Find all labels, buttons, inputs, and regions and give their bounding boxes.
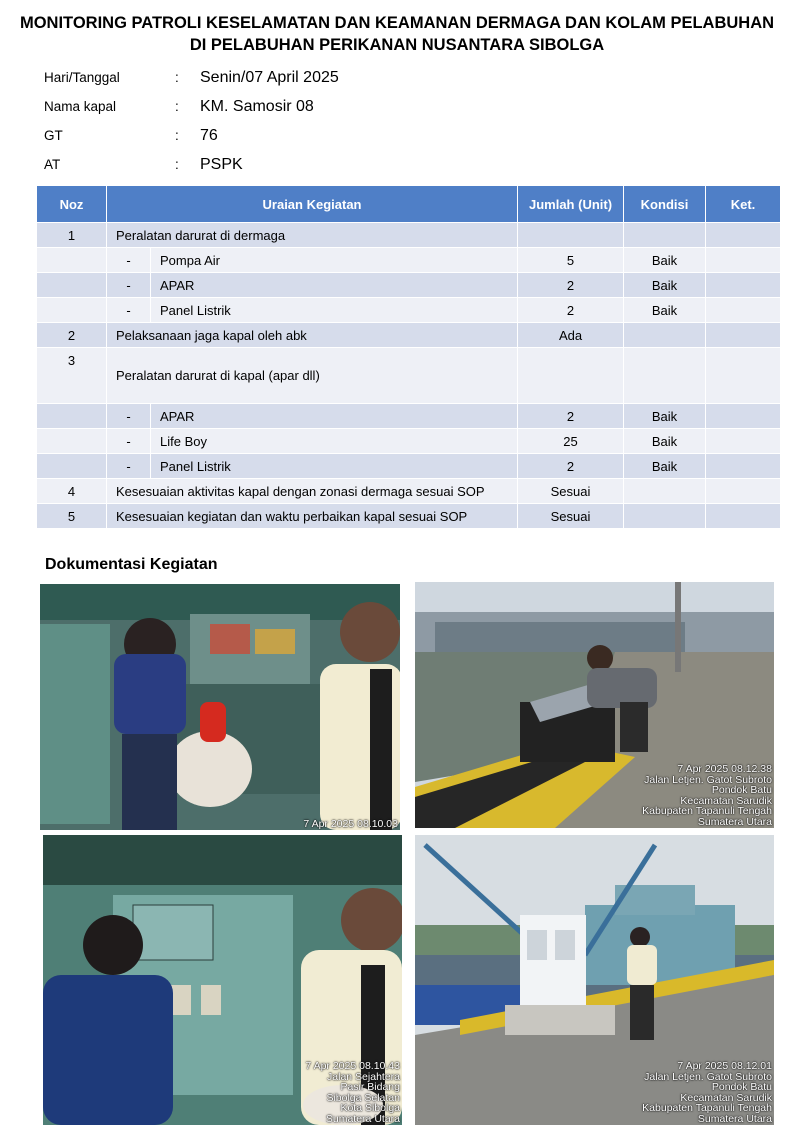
header-no: Noz	[37, 186, 107, 223]
activity-table	[36, 185, 781, 529]
photo-timestamp	[642, 1061, 772, 1124]
timestamp-line: Jalan Letjen. Gatot Subroto	[644, 773, 772, 786]
cell-jumlah	[518, 223, 624, 248]
photo-engine-room-illustration	[40, 584, 400, 830]
cell-dash: -	[107, 454, 151, 479]
table-row	[37, 429, 781, 454]
timestamp-line: Jalan Letjen. Gatot Subroto	[644, 1070, 772, 1083]
cell-kondisi: Baik	[624, 404, 706, 429]
info-label: AT	[44, 157, 61, 172]
timestamp-line: Sibolga Selatan	[326, 1091, 400, 1104]
cell-dash: -	[107, 273, 151, 298]
photo-dock-panel-inspection	[415, 582, 774, 828]
table-row	[37, 404, 781, 429]
timestamp-line: Jalan Sejahtera	[327, 1070, 400, 1083]
cell-uraian: Peralatan darurat di dermaga	[107, 223, 518, 248]
cell-ket	[706, 298, 781, 323]
cell-jumlah: Sesuai	[518, 479, 624, 504]
timestamp-line: Kabupaten Tapanuli Tengah	[642, 805, 772, 817]
photo-harbor-power-station	[415, 835, 774, 1125]
timestamp-line: 7 Apr 2025 08.12.01	[677, 1060, 772, 1072]
table-row	[37, 454, 781, 479]
cell-no	[37, 248, 107, 273]
info-value: 76	[200, 127, 218, 144]
cell-jumlah: 2	[518, 298, 624, 323]
cell-ket	[706, 429, 781, 454]
table-header-row	[37, 186, 781, 223]
cell-kondisi	[624, 479, 706, 504]
cell-no	[37, 454, 107, 479]
title-line-1: MONITORING PATROLI KESELAMATAN DAN KEAMANAN DERMAGA DAN KOLAM PELABUHAN	[19, 14, 775, 32]
info-row-gt	[44, 124, 544, 148]
timestamp-line: Kecamatan Sarudik	[680, 1091, 772, 1104]
cell-no: 3	[37, 348, 107, 404]
cell-jumlah	[518, 348, 624, 404]
cell-ket	[706, 323, 781, 348]
table-row	[37, 273, 781, 298]
info-value: PSPK	[200, 156, 243, 173]
photo-timestamp	[305, 1061, 400, 1124]
cell-kondisi	[624, 223, 706, 248]
cell-no	[37, 273, 107, 298]
cell-item: APAR	[151, 404, 518, 429]
info-label: GT	[44, 128, 63, 143]
timestamp-line: Sumatera Utara	[697, 815, 772, 828]
cell-kondisi: Baik	[624, 429, 706, 454]
info-label: Hari/Tanggal	[44, 70, 120, 85]
timestamp-line: Kecamatan Sarudik	[680, 794, 772, 807]
table-row	[37, 479, 781, 504]
cell-item: Panel Listrik	[151, 298, 518, 323]
cell-dash: -	[107, 429, 151, 454]
timestamp-line: 7 Apr 2025 08.10.43	[305, 1060, 400, 1072]
info-row-at	[44, 153, 544, 177]
info-value: Senin/07 April 2025	[200, 69, 339, 86]
cell-jumlah: 25	[518, 429, 624, 454]
cell-item: Panel Listrik	[151, 454, 518, 479]
cell-uraian: Pelaksanaan jaga kapal oleh abk	[107, 323, 518, 348]
cell-ket	[706, 273, 781, 298]
info-row-date	[44, 66, 544, 90]
header-jumlah: Jumlah (Unit)	[518, 186, 624, 223]
timestamp-line: Sumatera Utara	[697, 1112, 772, 1125]
cell-no	[37, 429, 107, 454]
timestamp-line: Pasir Bidang	[340, 1081, 400, 1093]
photo-electrical-panel-inspection	[43, 835, 402, 1125]
cell-kondisi: Baik	[624, 273, 706, 298]
cell-item: APAR	[151, 273, 518, 298]
info-colon: :	[175, 99, 179, 114]
cell-kondisi: Baik	[624, 298, 706, 323]
cell-ket	[706, 479, 781, 504]
cell-jumlah: Ada	[518, 323, 624, 348]
cell-item: Life Boy	[151, 429, 518, 454]
cell-kondisi	[624, 348, 706, 404]
document-title	[0, 12, 794, 56]
table-row	[37, 298, 781, 323]
info-label: Nama kapal	[44, 99, 117, 114]
cell-jumlah: 2	[518, 273, 624, 298]
cell-dash: -	[107, 404, 151, 429]
cell-no	[37, 298, 107, 323]
cell-no: 4	[37, 479, 107, 504]
info-colon: :	[175, 157, 179, 172]
cell-ket	[706, 454, 781, 479]
title-line-2: DI PELABUHAN PERIKANAN NUSANTARA SIBOLGA	[189, 36, 605, 54]
timestamp-line: Kabupaten Tapanuli Tengah	[642, 1102, 772, 1114]
info-row-ship	[44, 95, 544, 119]
cell-jumlah: 2	[518, 454, 624, 479]
timestamp-line: Pondok Batu	[711, 784, 772, 796]
timestamp-line: Pondok Batu	[711, 1081, 772, 1093]
cell-uraian: Kesesuaian kegiatan dan waktu perbaikan kapal sesuai SOP	[107, 504, 518, 529]
cell-jumlah: 2	[518, 404, 624, 429]
cell-kondisi	[624, 323, 706, 348]
cell-ket	[706, 348, 781, 404]
cell-item: Pompa Air	[151, 248, 518, 273]
cell-jumlah: Sesuai	[518, 504, 624, 529]
cell-kondisi	[624, 504, 706, 529]
timestamp-line: 7 Apr 2025 08.12.38	[677, 763, 772, 775]
header-ket: Ket.	[706, 186, 781, 223]
info-colon: :	[175, 128, 179, 143]
cell-no	[37, 404, 107, 429]
cell-no: 1	[37, 223, 107, 248]
cell-kondisi: Baik	[624, 248, 706, 273]
table-row	[37, 348, 781, 404]
cell-no: 5	[37, 504, 107, 529]
cell-uraian: Peralatan darurat di kapal (apar dll)	[107, 348, 518, 404]
cell-ket	[706, 223, 781, 248]
cell-ket	[706, 504, 781, 529]
table-row	[37, 248, 781, 273]
cell-dash: -	[107, 298, 151, 323]
cell-jumlah: 5	[518, 248, 624, 273]
cell-uraian: Kesesuaian aktivitas kapal dengan zonasi dermaga sesuai SOP	[107, 479, 518, 504]
cell-kondisi: Baik	[624, 454, 706, 479]
timestamp-line: Kota Sibolga	[340, 1102, 400, 1114]
timestamp-line: Sumatera Utara	[325, 1112, 400, 1125]
photo-timestamp	[303, 819, 398, 830]
info-value: KM. Samosir 08	[200, 98, 314, 115]
cell-ket	[706, 248, 781, 273]
header-uraian: Uraian Kegiatan	[107, 186, 518, 223]
photo-engine-room-inspection	[40, 584, 400, 830]
timestamp-line: 7 Apr 2025 08.10.03	[303, 817, 398, 830]
table-row	[37, 223, 781, 248]
info-colon: :	[175, 70, 179, 85]
documentation-heading: Dokumentasi Kegiatan	[45, 556, 218, 573]
table-row	[37, 504, 781, 529]
cell-dash: -	[107, 248, 151, 273]
cell-ket	[706, 404, 781, 429]
header-kondisi: Kondisi	[624, 186, 706, 223]
cell-no: 2	[37, 323, 107, 348]
table-row	[37, 323, 781, 348]
photo-timestamp	[642, 764, 772, 827]
